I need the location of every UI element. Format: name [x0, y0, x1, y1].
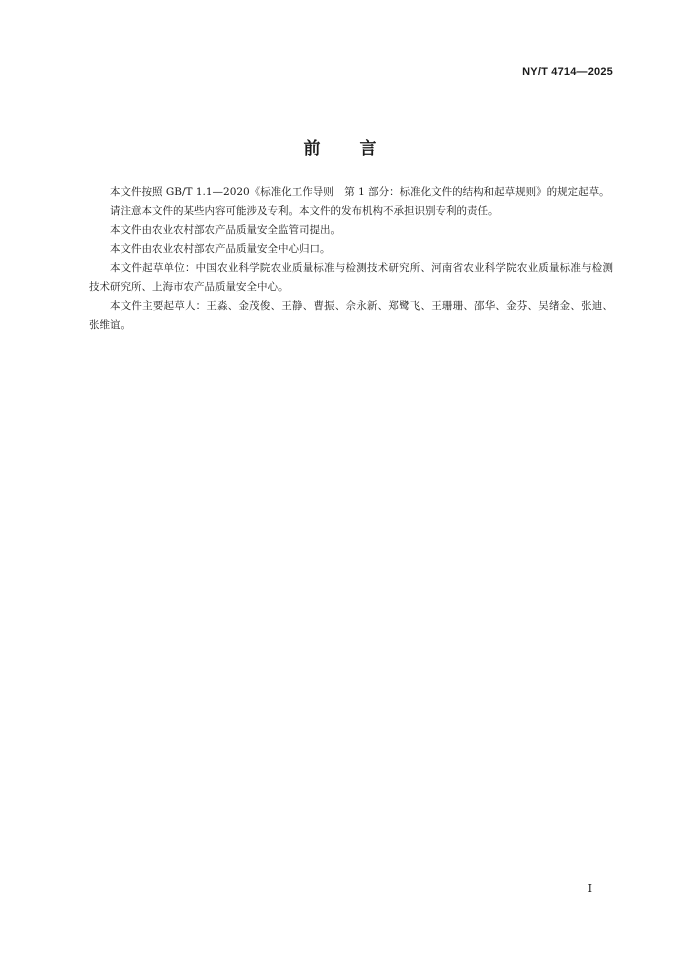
title-char-2: 言 [359, 139, 378, 159]
paragraph-patent-notice: 请注意本文件的某些内容可能涉及专利。本文件的发布机构不承担识别专利的责任。 [110, 205, 499, 217]
title-char-1: 前 [303, 139, 322, 159]
foreword-body [89, 183, 613, 335]
page-number: I [587, 882, 592, 895]
paragraph-drafting-units: 本文件起草单位：中国农业科学院农业质量标准与检测技术研究所、河南省农业科学院农业质量标准与检测技术研究所、上海市农产品质量安全中心。 [89, 262, 613, 293]
paragraph-managed-by: 本文件由农业农村部农产品质量安全中心归口。 [110, 243, 331, 255]
paragraph-drafters: 本文件主要起草人：王淼、金茂俊、王静、曹振、佘永新、郑鹭飞、王珊珊、邵华、金芬、吴绪金、张迪、张维谊。 [89, 300, 613, 331]
standard-code: NY/T 4714—2025 [522, 66, 613, 78]
page-title [0, 134, 681, 159]
paragraph-drafting-rules: 本文件按照 GB/T 1.1—2020《标准化工作导则 第 1 部分：标准化文件的结构和起草规则》的规定起草。 [110, 186, 610, 198]
paragraph-proposed-by: 本文件由农业农村部农产品质量安全监管司提出。 [110, 224, 341, 236]
